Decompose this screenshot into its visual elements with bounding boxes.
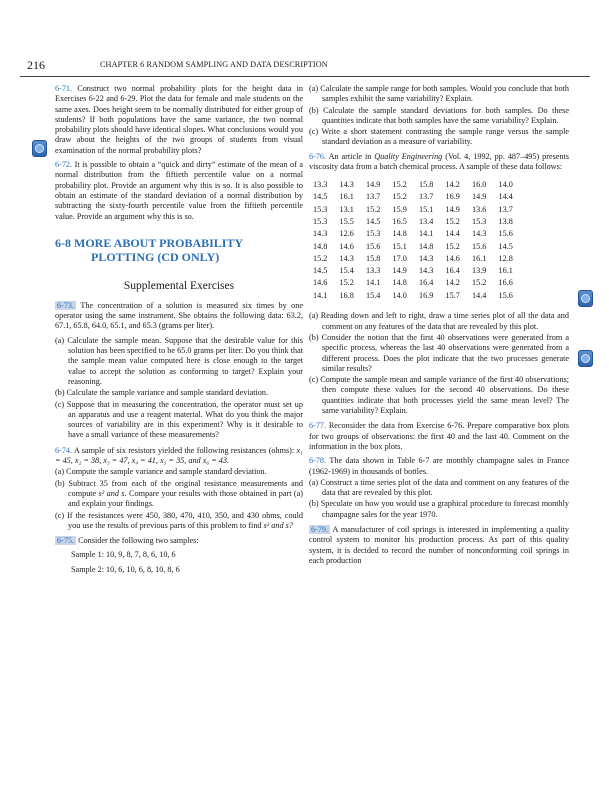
exercise-text: The concentration of a solution is measured six times by one operator using the same instrument. She obtains the following data: 63.2, 67.1, 65.8, 64.0, 65.1, and 65.3 (grams per liter). — [55, 300, 303, 331]
table-cell: 13.1 — [339, 204, 354, 214]
table-cell: 16.0 — [472, 180, 487, 190]
table-cell: 13.7 — [498, 204, 513, 214]
exercise-text: A manufacturer of coil springs is interested in implementing a quality control system to monitor his production process. As part of this quality system, it is decided to record the number of nonconforming coil springs in each production — [309, 524, 569, 565]
table-cell: 15.2 — [366, 204, 381, 214]
math-symbol: s² and s. — [98, 488, 127, 498]
table-cell: 14.8 — [419, 241, 434, 251]
exercise-part-a: (a) Reading down and left to right, draw a time series plot of all the data and comment on any features of the data that are revealed by this plot. — [309, 311, 569, 331]
running-head: CHAPTER 6 RANDOM SAMPLING AND DATA DESCRIPTION — [100, 60, 328, 69]
exercise-part-b — [55, 479, 303, 510]
exercise-6-74 — [55, 446, 303, 467]
journal-name: Quality Engineering — [374, 151, 443, 161]
part-text: (c) If the resistances were 450, 380, 470, 410, 350, and 430 ohms, could you use the results of previous parts of this problem to find — [55, 510, 303, 530]
table-cell: 14.5 — [313, 192, 328, 202]
table-cell: 14.3 — [419, 253, 434, 263]
exercise-text: A sample of six resistors yielded the following resistances (ohms): — [73, 445, 295, 455]
table-cell: 14.5 — [498, 241, 513, 251]
table-cell: 14.9 — [392, 266, 407, 276]
table-cell: 13.4 — [419, 216, 434, 226]
table-cell: 14.2 — [445, 180, 460, 190]
table-row — [313, 203, 525, 215]
exercise-part-a: (a) Compute the sample variance and sample standard deviation. — [55, 467, 267, 477]
sample-1: Sample 1: 10, 9, 8, 7, 8, 6, 10, 6 — [71, 550, 176, 560]
resistance-values: x₁ = 45, x₂ = 38, x₃ = 47, x₄ = 41, x₅ = 35, and x₆ = 43. — [55, 445, 303, 466]
table-cell: 14.3 — [313, 229, 328, 239]
exercise-number: 6-73. — [57, 300, 75, 310]
table-cell: 14.9 — [472, 192, 487, 202]
exercise-part-b: (b) Calculate the sample standard deviations for both samples. Do these quantities indicate that both samples have the same variability? Explain. — [309, 105, 569, 125]
table-cell: 15.1 — [419, 204, 434, 214]
table-cell: 14.8 — [392, 278, 407, 288]
table-cell: 14.0 — [392, 290, 407, 300]
exercise-6-75 — [55, 536, 303, 546]
table-cell: 15.8 — [366, 253, 381, 263]
table-cell: 14.1 — [419, 229, 434, 239]
part-text: Compare your results with those obtained in part (a) and explain your findings. — [68, 488, 304, 509]
table-cell: 15.3 — [313, 216, 328, 226]
table-cell: 15.6 — [472, 241, 487, 251]
table-cell: 15.2 — [445, 241, 460, 251]
table-cell: 15.1 — [392, 241, 407, 251]
exercise-6-76 — [309, 152, 569, 173]
table-cell: 15.2 — [392, 192, 407, 202]
table-cell: 14.4 — [498, 192, 513, 202]
exercise-part-c — [55, 511, 303, 532]
table-row — [313, 240, 525, 252]
exercise-6-79 — [309, 525, 569, 566]
table-cell: 15.4 — [366, 290, 381, 300]
table-cell: 13.7 — [419, 192, 434, 202]
table-cell: 16.4 — [419, 278, 434, 288]
table-cell: 12.8 — [498, 253, 513, 263]
exercise-6-72 — [55, 160, 303, 222]
table-cell: 16.1 — [498, 266, 513, 276]
table-cell: 15.2 — [392, 180, 407, 190]
exercise-number: 6-74. — [55, 445, 73, 455]
table-cell: 15.8 — [419, 180, 434, 190]
exercise-number: 6-71. — [55, 84, 73, 93]
table-cell: 14.0 — [498, 180, 513, 190]
page-header — [20, 58, 586, 72]
exercise-text: The data shown in Table 6-7 are monthly champagne sales in France (1962-1969) in thousands of bottles. — [309, 456, 569, 476]
table-cell: 14.8 — [313, 241, 328, 251]
table-cell: 15.6 — [366, 241, 381, 251]
table-cell: 16.4 — [445, 266, 460, 276]
table-cell: 15.6 — [498, 290, 513, 300]
table-cell: 14.1 — [366, 278, 381, 288]
exercise-text: Construct two normal probability plots for the height data in Exercises 6-22 and 6-29. Plot the data for female and male students on the same axes. Does height seem to be normally distributed for either group of students? If both populations have the same variance, the two normal probability plots should have identical slopes. What conclusions would you draw about the heights of the two groups of students from visual examination of the normal probability plots? — [55, 84, 304, 155]
exercise-text: Consider the following two samples: — [78, 536, 199, 546]
table-cell: 14.9 — [366, 180, 381, 190]
table-cell: 13.7 — [366, 192, 381, 202]
left-column — [55, 84, 303, 579]
table-cell: 16.6 — [498, 278, 513, 288]
table-cell: 14.4 — [472, 290, 487, 300]
table-row — [313, 277, 525, 289]
exercise-text: An article in — [328, 151, 372, 161]
table-cell: 15.2 — [445, 216, 460, 226]
exercise-part-c: (c) Write a short statement contrasting the sample range versus the sample standard deviation as a measure of variability. — [309, 127, 569, 147]
section-title-line1: MORE ABOUT PROBABILITY — [74, 235, 244, 250]
exercise-part-a: (a) Construct a time series plot of the data and comment on any features of the data that are revealed by this plot. — [309, 477, 569, 498]
exercise-number: 6-72. — [55, 160, 73, 170]
table-cell: 15.2 — [339, 278, 354, 288]
exercise-text: It is possible to obtain a “quick and dirty” estimate of the mean of a normal distribution from the fiftieth percentile value on a normal probability plot. Provide an argument why this is so. It is also possible to obtain an estimate of the standard deviation of a normal distribution by subtracting the sixty-fourth percentile value from the fiftieth percentile value. Provide an argument why this is so. — [55, 160, 303, 221]
table-cell: 14.3 — [339, 253, 354, 263]
table-row — [313, 228, 525, 240]
table-cell: 14.6 — [339, 241, 354, 251]
header-rule — [20, 76, 590, 77]
table-cell: 14.6 — [445, 253, 460, 263]
table-cell: 17.0 — [392, 253, 407, 263]
table-cell: 15.2 — [472, 278, 487, 288]
exercise-number: 6-79. — [311, 524, 329, 534]
exercise-text: Reconsider the data from Exercise 6-76. Prepare comparative box plots for two groups of observations: the first 40 and the last 40. Comment on the information in the box plots. — [309, 421, 569, 451]
table-cell: 16.5 — [392, 216, 407, 226]
exercise-text: (Vol. 4, 1992, pp. 487–495) presents viscosity data from a batch chemical process. A sample of these data follows: — [309, 151, 569, 172]
table-cell: 14.4 — [445, 229, 460, 239]
table-cell: 14.5 — [366, 216, 381, 226]
table-row — [313, 289, 525, 301]
table-cell: 14.1 — [313, 290, 328, 300]
exercise-number: 6-75. — [57, 536, 75, 546]
table-cell: 14.6 — [313, 278, 328, 288]
table-cell: 16.9 — [445, 192, 460, 202]
exercise-6-71 — [55, 84, 303, 156]
table-cell: 13.8 — [498, 216, 513, 226]
exercise-number: 6-76. — [309, 151, 327, 161]
section-heading — [55, 236, 303, 264]
exercise-6-78 — [309, 456, 569, 477]
table-cell: 13.3 — [366, 266, 381, 276]
section-title-line2: PLOTTING (CD ONLY) — [91, 249, 220, 264]
exercise-number: 6-78. — [309, 456, 327, 466]
table-cell: 13.3 — [313, 180, 328, 190]
exercise-6-73 — [55, 301, 303, 332]
exercise-part-b: (b) Calculate the sample variance and sample standard deviation. — [55, 388, 269, 398]
cd-icon — [32, 140, 47, 157]
cd-icon — [578, 290, 593, 307]
table-row — [313, 191, 525, 203]
page-number: 216 — [27, 58, 45, 72]
table-cell: 13.9 — [472, 266, 487, 276]
table-cell: 15.7 — [445, 290, 460, 300]
sample-2: Sample 2: 10, 6, 10, 6, 8, 10, 8, 6 — [71, 564, 180, 574]
table-cell: 16.1 — [472, 253, 487, 263]
table-cell: 14.3 — [339, 180, 354, 190]
exercise-part-a: (a) Calculate the sample range for both samples. Would you conclude that both samples exhibit the same variability? Explain. — [309, 84, 569, 104]
math-symbol: s² and s? — [263, 520, 293, 530]
table-cell: 13.6 — [472, 204, 487, 214]
table-cell: 15.3 — [366, 229, 381, 239]
exercise-part-a: (a) Calculate the sample mean. Suppose that the desirable value for this solution has been specified to be 65.0 grams per liter. Do you think that the sample mean value computed here is close enough to the target value to accept the solution as conforming to target? Explain your reasoning. — [55, 335, 303, 386]
exercise-part-b: (b) Speculate on how you would use a graphical procedure to forecast monthly champagne sales for the year 1970. — [309, 499, 569, 519]
table-cell: 12.6 — [339, 229, 354, 239]
supplemental-exercises-heading: Supplemental Exercises — [123, 279, 235, 292]
table-cell: 15.9 — [392, 204, 407, 214]
table-cell: 14.2 — [445, 278, 460, 288]
table-cell: 15.4 — [339, 266, 354, 276]
exercise-part-c: (c) Compute the sample mean and sample variance of the first 40 observations; then compute these values for the second 40 observations. Do these quantities indicate that both processes yield the same mean level? The same variability? Explain. — [309, 375, 569, 416]
table-cell: 15.5 — [339, 216, 354, 226]
table-cell: 15.3 — [313, 204, 328, 214]
exercise-6-77 — [309, 421, 569, 452]
table-cell: 15.2 — [313, 253, 328, 263]
cd-icon — [578, 350, 593, 367]
table-row — [313, 215, 525, 227]
section-number: 6-8 — [55, 235, 71, 250]
table-cell: 14.3 — [472, 229, 487, 239]
part-text: (b) Subtract 35 from each of the original resistance measurements and compute — [55, 478, 303, 498]
table-cell: 16.9 — [419, 290, 434, 300]
table-cell: 14.5 — [313, 266, 328, 276]
table-cell: 15.6 — [498, 229, 513, 239]
table-cell: 15.3 — [472, 216, 487, 226]
exercise-part-b: (b) Consider the notion that the first 40 observations were generated from a specific process, whereas the last 40 observations were generated from a different process. Does the plot indicate that the two processes generate similar results? — [309, 332, 569, 373]
right-column — [309, 84, 569, 570]
viscosity-table — [313, 178, 525, 301]
table-cell: 16.1 — [339, 192, 354, 202]
table-row — [313, 252, 525, 264]
table-row — [313, 178, 525, 190]
exercise-number: 6-77. — [309, 421, 327, 431]
table-cell: 14.9 — [445, 204, 460, 214]
table-cell: 14.8 — [392, 229, 407, 239]
exercise-part-c: (c) Suppose that in measuring the concentration, the operator must set up an apparatus and use a reagent material. What do you think the major sources of variability are in this experiment? Why is it desirable to have a small variance of these measurements? — [55, 399, 303, 440]
table-cell: 16.8 — [339, 290, 354, 300]
table-cell: 14.3 — [419, 266, 434, 276]
table-row — [313, 264, 525, 276]
